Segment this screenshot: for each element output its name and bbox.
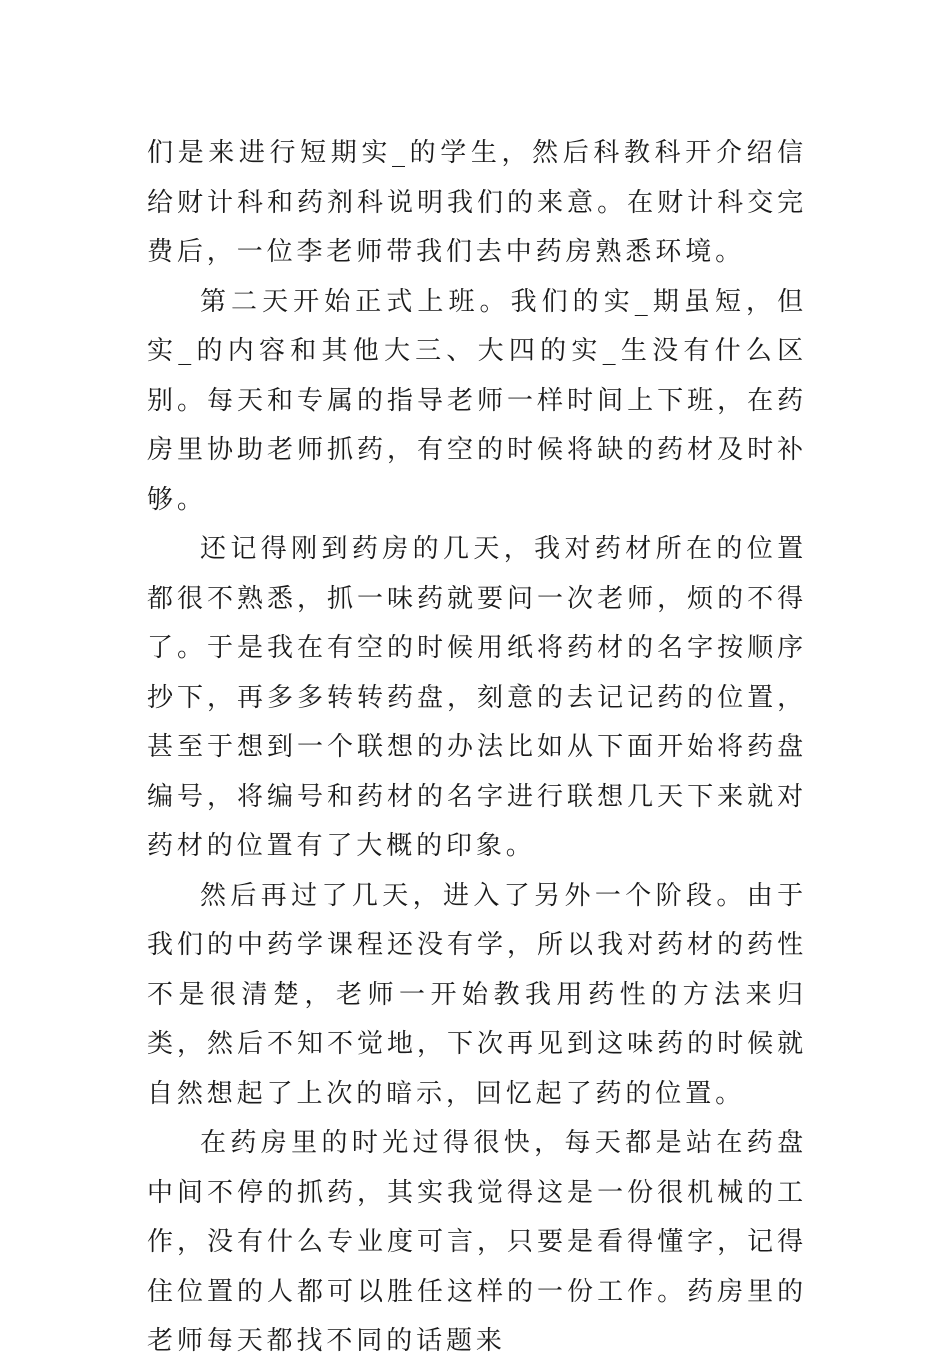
paragraph: 第二天开始正式上班。我们的实_期虽短，但实_的内容和其他大三、大四的实_生没有什么区别。每天和专属的指导老师一样时间上下班，在药房里协助老师抓药，有空的时候将缺的药材及时补够。	[147, 286, 807, 515]
document-body	[147, 129, 807, 1367]
paragraph-continuation: 们是来进行短期实_的学生，然后科教科开介绍信给财计科和药剂科说明我们的来意。在财计科交完费后，一位李老师带我们去中药房熟悉环境。	[147, 138, 807, 267]
paragraph: 在药房里的时光过得很快，每天都是站在药盘中间不停的抓药，其实我觉得这是一份很机械的工作，没有什么专业度可言，只要是看得懂字，记得住位置的人都可以胜任这样的一份工作。药房里的老师每天都找不同的话题来	[147, 1128, 807, 1356]
paragraph: 然后再过了几天，进入了另外一个阶段。由于我们的中药学课程还没有学，所以我对药材的药性不是很清楚，老师一开始教我用药性的方法来归类，然后不知不觉地，下次再见到这味药的时候就自然想起了上次的暗示，回忆起了药的位置。	[147, 880, 807, 1109]
paragraph: 还记得刚到药房的几天，我对药材所在的位置都很不熟悉，抓一味药就要问一次老师，烦的不得了。于是我在有空的时候用纸将药材的名字按顺序抄下，再多多转转药盘，刻意的去记记药的位置，甚至于想到一个联想的办法比如从下面开始将药盘编号，将编号和药材的名字进行联想几天下来就对药材的位置有了大概的印象。	[147, 534, 807, 861]
